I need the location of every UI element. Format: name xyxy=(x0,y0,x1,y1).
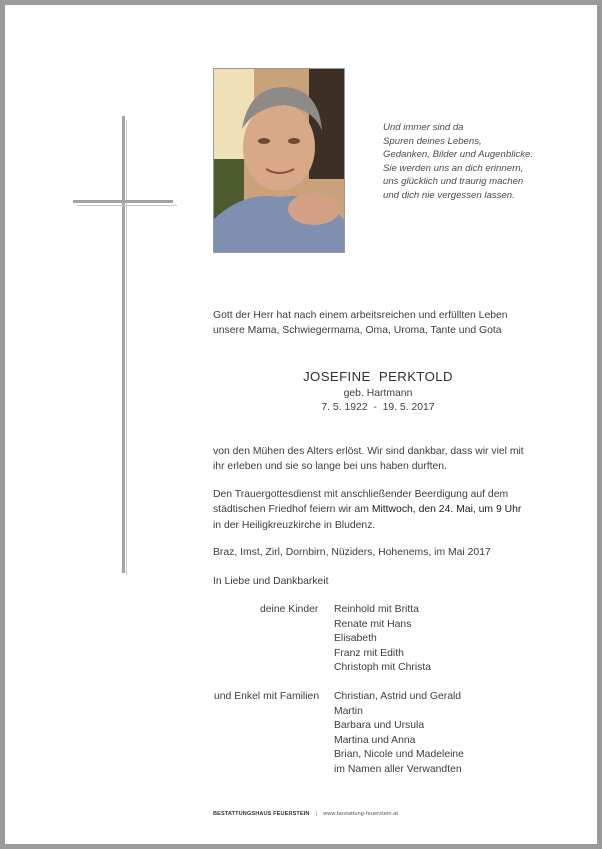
grandchildren-list xyxy=(334,690,464,778)
list-item: Reinhold mit Britta xyxy=(334,604,419,615)
cross-vertical-shadow xyxy=(126,120,127,575)
poem xyxy=(383,121,583,202)
service-text: städtischen Friedhof feiern wir am xyxy=(213,504,372,516)
poem-line: und dich nie vergessen lassen. xyxy=(383,189,515,201)
paragraph-gratitude xyxy=(213,444,553,475)
cross-vertical-bar xyxy=(122,116,125,573)
life-dates: 7. 5. 1922 - 19. 5. 2017 xyxy=(321,402,435,413)
cross-horizontal-bar xyxy=(73,200,173,203)
list-item: Elisabeth xyxy=(334,633,377,645)
children-list xyxy=(334,603,431,676)
intro-text xyxy=(213,308,553,338)
list-item: Christian, Astrid und Gerald xyxy=(334,691,462,702)
poem-line: Sie werden uns an dich erinnern, xyxy=(383,162,524,174)
children-label-text: deine Kinder xyxy=(260,604,319,615)
poem-line: Spuren deines Lebens, xyxy=(383,135,482,147)
footer-firm: BESTATTUNGSHAUS FEUERSTEIN xyxy=(213,811,310,817)
paragraph-line xyxy=(213,502,553,517)
birth-name: geb. Hartmann xyxy=(343,388,413,399)
paragraph-line: in der Heiligkreuzkirche in Bludenz. xyxy=(213,519,376,531)
cross-horizontal-shadow xyxy=(77,205,177,206)
intro-line: unsere Mama, Schwiegermama, Oma, Uroma, Tante und Gota xyxy=(213,325,502,336)
paragraph-line: Den Trauergottesdienst mit anschließender Beerdigung auf dem xyxy=(213,489,509,500)
footer-separator: | xyxy=(315,811,318,817)
paragraph-funeral-service xyxy=(213,487,553,533)
grandchildren-label xyxy=(214,690,319,705)
list-item: im Namen aller Verwandten xyxy=(334,763,462,775)
list-item: Renate mit Hans xyxy=(334,618,412,630)
closing-line xyxy=(213,574,553,589)
deceased-name: JOSEFINE PERKTOLD xyxy=(303,369,453,384)
footer-url: www.bestattung-feuerstein.at xyxy=(323,811,399,817)
list-item: Martina und Anna xyxy=(334,734,416,746)
footer xyxy=(213,811,398,817)
grandchildren-label-text: und Enkel mit Familien xyxy=(214,691,320,702)
poem-line: Gedanken, Bilder und Augenblicke. xyxy=(383,149,534,160)
portrait-photo xyxy=(213,68,345,253)
closing-text: In Liebe und Dankbarkeit xyxy=(213,576,329,587)
poem-line: uns glücklich und traurig machen xyxy=(383,176,524,187)
list-item: Martin xyxy=(334,705,363,717)
places-text: Braz, Imst, Zirl, Dornbirn, Nüziders, Hohenems, im Mai 2017 xyxy=(213,547,491,558)
list-item: Barbara und Ursula xyxy=(334,720,425,732)
paragraph-line: von den Mühen des Alters erlöst. Wir sind dankbar, dass wir viel mit xyxy=(213,446,524,457)
poem-line: Und immer sind da xyxy=(383,122,464,133)
service-date-time: Mittwoch, den 24. Mai, um 9 Uhr xyxy=(371,504,522,516)
list-item: Brian, Nicole und Madeleine xyxy=(334,749,464,761)
children-label xyxy=(260,603,318,618)
list-item: Christoph mit Christa xyxy=(334,662,432,674)
list-item: Franz mit Edith xyxy=(334,647,404,659)
intro-line: Gott der Herr hat nach einem arbeitsreichen und erfüllten Leben xyxy=(213,310,508,321)
places-line xyxy=(213,545,553,560)
paragraph-line: ihr erleben und sie so lange bei uns haben durften. xyxy=(213,461,447,473)
